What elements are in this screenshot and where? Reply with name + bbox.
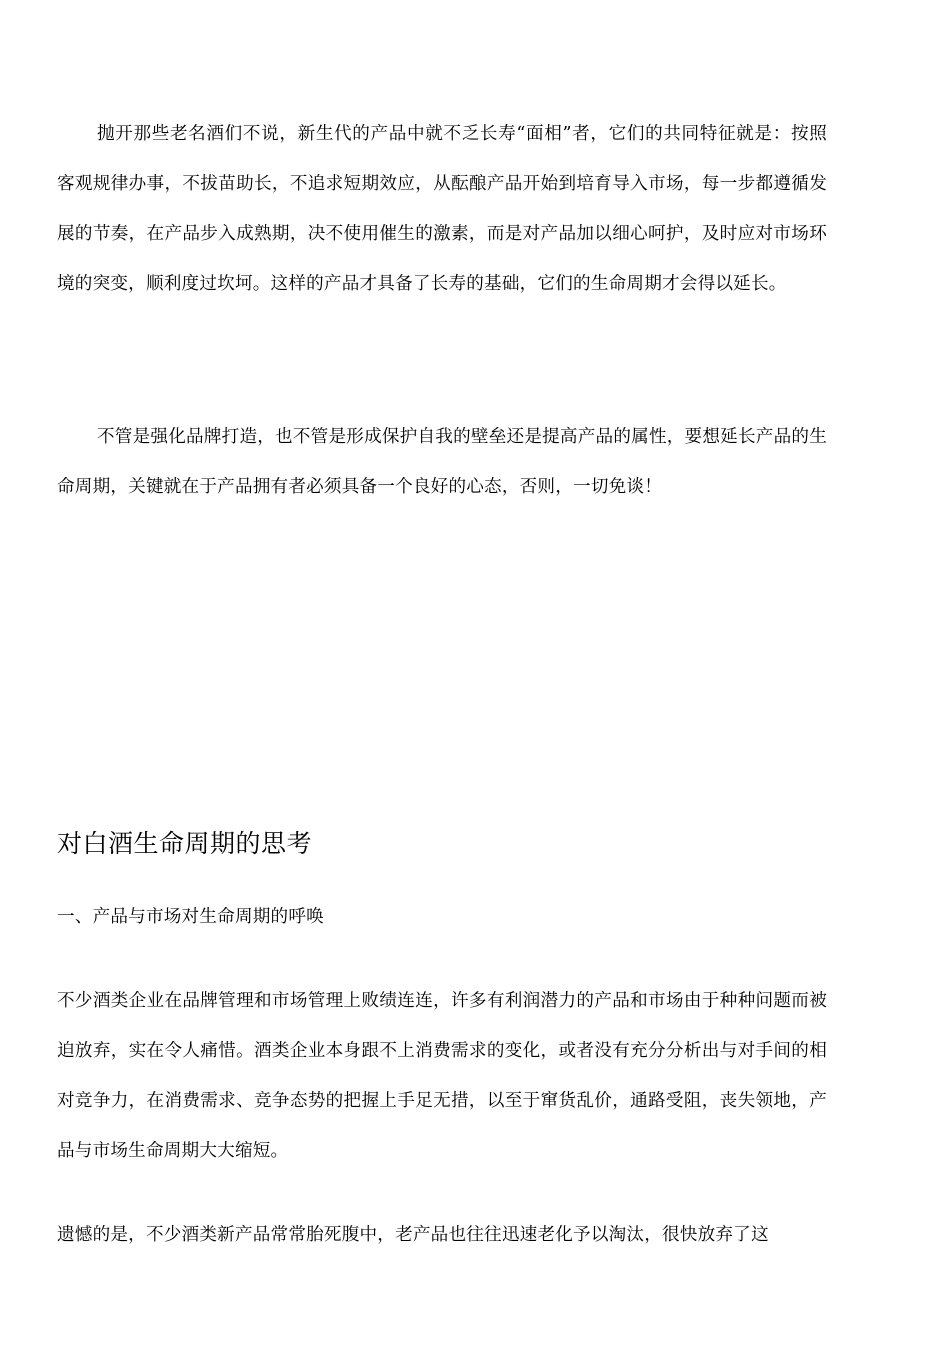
section-title: 对白酒生命周期的思考 — [57, 829, 313, 858]
subsection-title: 一、产品与市场对生命周期的呼唤 — [57, 907, 324, 927]
body-paragraph: 抛开那些老名酒们不说，新生代的产品中就不乏长寿“面相”者，它们的共同特征就是：按照客观规律办事，不拔苗助长，不追求短期效应，从酝酿产品开始到培育导入市场，每一步都遵循发展的节奏，在产品步入成熟期，决不使用催生的激素，而是对产品加以细心呵护，及时应对市场环境的突变，顺利度过坎坷。这样的产品才具备了长寿的基础，它们的生命周期才会得以延长。 — [57, 124, 827, 294]
body-paragraph: 不少酒类企业在品牌管理和市场管理上败绩连连，许多有利润潜力的产品和市场由于种种问题而被迫放弃，实在令人痛惜。酒类企业本身跟不上消费需求的变化，或者没有充分分析出与对手间的相对竞争力，在消费需求、竞争态势的把握上手足无措，以至于窜货乱价，通路受阻，丧失领地，产品与市场生命周期大大缩短。 — [57, 991, 827, 1161]
body-paragraph: 遗憾的是，不少酒类新产品常常胎死腹中，老产品也往往迅速老化予以淘汰，很快放弃了这 — [57, 1225, 769, 1245]
body-paragraph: 不管是强化品牌打造，也不管是形成保护自我的壁垒还是提高产品的属性，要想延长产品的生命周期，关键就在于产品拥有者必须具备一个良好的心态，否则，一切免谈！ — [57, 427, 827, 497]
